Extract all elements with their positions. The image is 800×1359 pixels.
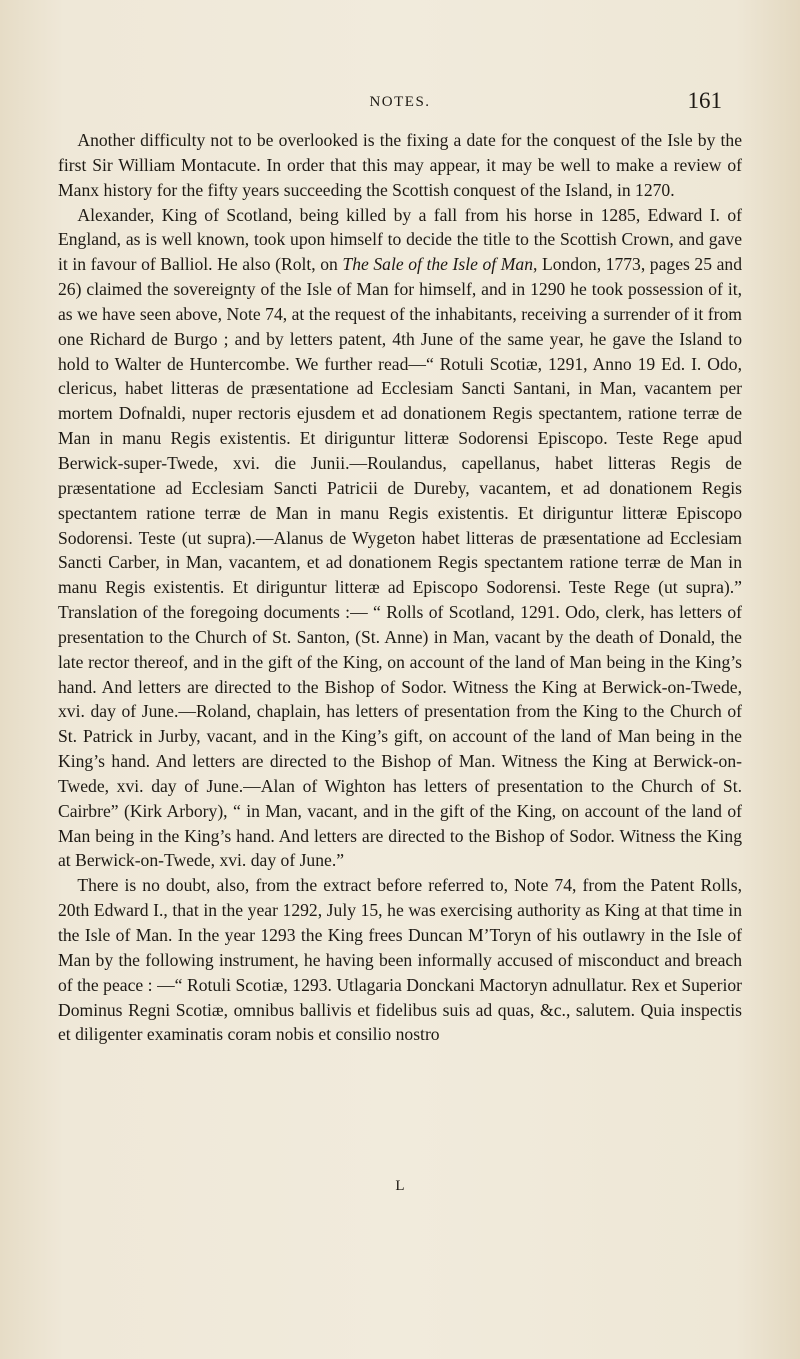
- paragraph: [58, 128, 742, 203]
- paragraph-text: , London, 1773, pages 25 and 26) claimed the sovereignty of the Isle of Man for himself, and in 1290 he took possession of it, as we have seen above, Note 74, at the request of the inhabitants, receiving a surrender of it from one Richard de Burgo ; and by letters patent, 4th June of the same year, he gave the Island to hold to Walter de Huntercombe. We further read—“ Rotuli Scotiæ, 1291, Anno 19 Ed. I. Odo, clericus, habet litteras de præsentatione ad Ecclesiam Sancti Santani, in Man, vacantem per mortem Dofnaldi, nuper rectoris ejusdem et ad donationem Regis spectantem, ratione terræ de Man in manu Regis existentis. Et diriguntur litteræ Sodorensi Episcopo. Teste Rege apud Berwick-super-Twede, xvi. die Junii.—Roulandus, capellanus, habet litteras Regis de præsentatione ad Ecclesiam Sancti Patricii de Dureby, vacantem, et ad donationem Regis spectantem ratione terræ de Man in manu Regis existentis. Et diriguntur litteræ Episcopo Sodorensi. Teste (ut supra).—Alanus de Wygeton habet litteras de præsentatione ad Ecclesiam Sancti Carber, in Man, vacantem, et ad donationem Regis spectantem ratione terræ de Man in manu Regis existentis. Et diriguntur litteræ ad Episcopo Sodorensi. Teste Rege (ut supra).” Translation of the foregoing documents :— “ Rolls of Scotland, 1291. Odo, clerk, has letters of presentation to the Church of St. Santon, (St. Anne) in Man, vacant by the death of Donald, the late rector thereof, and in the gift of the King, on account of the land of Man being in the King’s hand. And letters are directed to the Bishop of Sodor. Witness the King at Berwick-on-Twede, xvi. day of June.—Roland, chaplain, has letters of presentation from the King to the Church of St. Patrick in Jurby, vacant, and in the King’s gift, on account of the land of Man being in the King’s hand. And letters are directed to the Bishop of Man. Witness the King at Berwick-on-Twede, xvi. day of June.—Alan of Wighton has letters of presentation to the Church of St. Cairbre” (Kirk Arbory), “ in Man, vacant, and in the gift of the King, on account of the land of Man being in the King’s hand. And letters are directed to the Bishop of Sodor. Witness the King at Berwick-on-Twede, xvi. day of June.”: [58, 254, 742, 871]
- page-number: 161: [687, 88, 722, 113]
- paragraph-text: Alexander, King of Scotland, being killed by a fall from his horse in 1285, Edward I. of England, as is well known, took upon himself to decide the title to the Scottish Crown, and gave it in favour of Balliol. He also (Rolt, on: [58, 204, 742, 275]
- paragraph-text: There is no doubt, also, from the extract before referred to, Note 74, from the Patent Rolls, 20th Edward I., that in the year 1292, July 15, he was exercising authority as King at that time in the Isle of Man. In the year 1293 the King frees Duncan M’Toryn of his outlawry in the Isle of Man by the following instrument, he having been informally accused of misconduct and breach of the peace : —“ Rotuli Scotiæ, 1293. Utlagaria Donckani Mactoryn adnullatur. Rex et Superior Dominus Regni Scotiæ, omnibus ballivis et fidelibus suis ad quas, &c., salutem. Quia inspectis et diligenter examinatis coram nobis et consilio nostro: [58, 875, 742, 1045]
- italic-title: The Sale of the Isle of Man: [342, 254, 533, 275]
- paragraph: [58, 873, 742, 1047]
- notes-body: [58, 128, 742, 1047]
- running-head: [0, 88, 800, 118]
- signature-mark: L: [395, 1178, 405, 1194]
- running-title: NOTES.: [369, 94, 431, 110]
- paragraph: [58, 203, 742, 874]
- paragraph-text: Another difficulty not to be overlooked is the fixing a date for the conquest of the Isle by the first Sir William Montacute. In order that this may appear, it may be well to make a review of Manx history for the fifty years succeeding the Scottish conquest of the Island, in 1270.: [58, 130, 742, 200]
